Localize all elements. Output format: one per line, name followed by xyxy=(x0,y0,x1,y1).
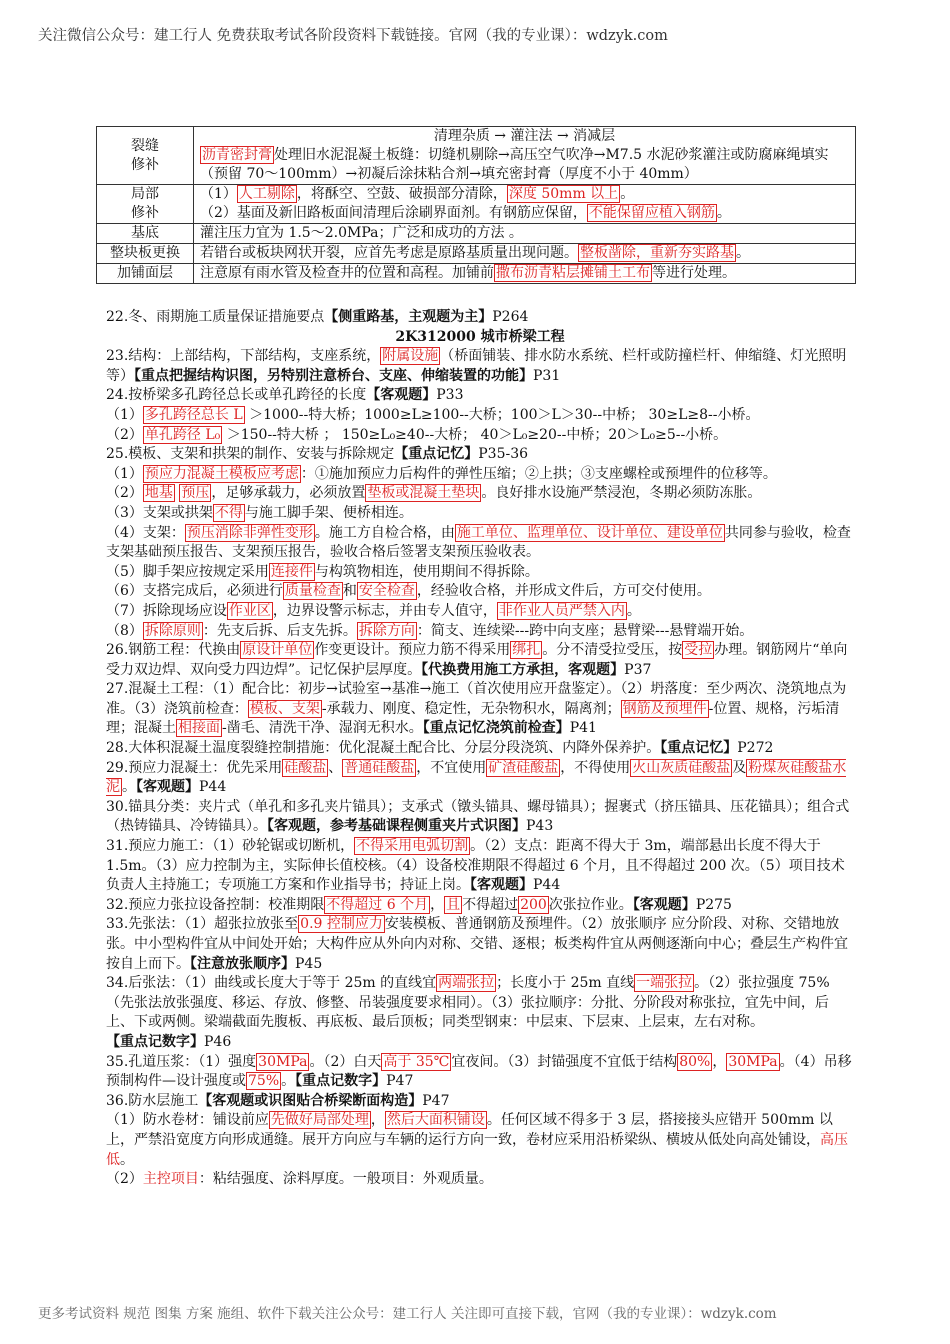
page-ref: P264 xyxy=(492,309,529,325)
text: ，经验收合格，并形成文件后，方可交付使用。 xyxy=(416,583,711,600)
paragraph xyxy=(106,1053,854,1092)
page-ref: P47 xyxy=(386,1073,414,1090)
text: 22.冬、雨期施工质量保证措施要点 xyxy=(106,309,325,325)
table-row xyxy=(97,244,856,264)
emphasis: 【注意放张顺序】 xyxy=(190,955,295,972)
highlight: 拆除方向 xyxy=(358,622,415,639)
row-label: 加铺面层 xyxy=(97,264,194,284)
page-ref: P44 xyxy=(199,779,227,796)
text: 。良好排水设施严禁浸泡，冬期必须防冻胀。 xyxy=(481,485,762,502)
text: （5）脚手架应按规定采用 xyxy=(106,563,269,580)
highlight: 原设计单位 xyxy=(242,642,313,659)
emphasis: 【代换费用施工方承担，客观题】 xyxy=(421,661,625,678)
row-text: 等进行处理。 xyxy=(652,265,736,281)
highlight: 预压 xyxy=(181,485,210,502)
paragraph xyxy=(106,504,854,524)
text: ，足够承载力，必须放置 xyxy=(211,485,366,502)
text: 27.混凝土工程：（1）配合比：初步→试验室→基准→施工（首次使用应开盘鉴定）。（2）坍落度：至少两次、浇筑地点为准。（3）浇筑前检查： xyxy=(106,681,847,717)
paragraph xyxy=(106,974,854,1052)
text: 混凝土 xyxy=(134,720,176,737)
paragraph xyxy=(106,386,854,406)
text: （2） xyxy=(106,1171,143,1188)
highlight: 矿渣硅酸盐 xyxy=(488,759,559,776)
text: 与施工脚手架、便桥相连。 xyxy=(244,504,413,521)
text: 31.预应力施工：（1）砂轮锯或切断机， xyxy=(106,838,355,855)
paragraph xyxy=(106,798,854,837)
highlight: 单孔跨径 L₀ xyxy=(144,426,221,443)
text: 。（4）吊移预制构件—设计强度或 xyxy=(106,1053,852,1090)
text: ， xyxy=(370,1112,385,1129)
text: 36.防水层施工 xyxy=(106,1092,199,1109)
highlight: 施工单位、监理单位、设计单位、建设单位 xyxy=(456,524,723,541)
text: 共同参与验收，检查支架基础预压报告、支架预压报告，验收合格后签署支架预压验收表。 xyxy=(106,524,851,561)
row-label xyxy=(97,185,194,224)
emphasis: 【客观题或识图贴合桥梁断面构造】 xyxy=(198,1092,423,1109)
text: （1） xyxy=(106,406,143,423)
highlight: 不得超过 6 个月 xyxy=(326,896,429,913)
page-ref: P45 xyxy=(295,955,323,972)
row-label xyxy=(97,127,194,185)
paragraph xyxy=(106,641,854,680)
highlight: 沥青密封膏 xyxy=(202,147,272,163)
highlight: 垫板或混凝土垫块 xyxy=(367,485,480,502)
page-ref: P43 xyxy=(526,818,554,835)
highlight: 两端张拉 xyxy=(438,975,495,992)
text: 安装模板、普通钢筋及预埋件。（2）放张顺序 应分阶段、对称、交错地放张。中小型构件宜从中间处开始；大构件应从外向内对称、交错、逐根；板类构件宜从两侧逐渐向中心；叠层生产构件宜按自上而下。 xyxy=(106,916,848,972)
highlight: 模板、支架 xyxy=(249,700,320,717)
highlight: 绑扎 xyxy=(512,642,541,659)
emphasis: 【重点记忆】 xyxy=(394,446,479,463)
text: ，不得使用 xyxy=(560,759,631,776)
paragraph xyxy=(106,622,854,642)
notes-body xyxy=(106,308,854,1190)
text: 29.预应力混凝土：优先采用 xyxy=(106,759,283,776)
text: 作变更设计。预应力筋不得采用 xyxy=(314,642,511,659)
page-ref: P33 xyxy=(436,387,464,404)
text: （7）拆除现场应设 xyxy=(106,602,227,619)
paragraph xyxy=(106,1111,854,1170)
page-ref: P46 xyxy=(204,1033,232,1050)
table-row xyxy=(97,127,856,185)
text: 32.预应力张拉设备控制：校准期限 xyxy=(106,896,325,913)
row-text: 。 xyxy=(716,205,731,221)
highlight: 一端张拉 xyxy=(636,975,693,992)
page-footer: 更多考试资料 规范 图集 方案 施组、软件下载关注公众号：建工行人 关注即可直接下载，官网（我的专业课）：wdzyk.com xyxy=(38,1306,777,1322)
row-content xyxy=(194,127,856,185)
paragraph xyxy=(106,465,854,485)
emphasis: 【客观题】 xyxy=(632,896,696,913)
row-text: 。 xyxy=(736,245,750,261)
text: （4）支架： xyxy=(106,524,185,541)
paragraph xyxy=(106,1170,854,1190)
highlight: 不得 xyxy=(214,504,243,521)
highlight: 安全检查 xyxy=(358,583,415,600)
page-header: 关注微信公众号：建工行人 免费获取考试各阶段资料下载链接。官网（我的专业课）：wdzyk.com xyxy=(38,28,668,44)
highlight: 先做好局部处理 xyxy=(270,1112,369,1129)
page-ref: P35-36 xyxy=(478,446,529,463)
text: ，边界设警示标志，并由专人值守， xyxy=(272,602,497,619)
text: （8） xyxy=(106,622,143,639)
paragraph xyxy=(106,680,854,739)
paragraph xyxy=(106,602,854,622)
highlight: 深度 50mm 以上 xyxy=(508,186,619,202)
page-ref: P41 xyxy=(569,720,597,737)
highlight: 受拉 xyxy=(684,642,713,659)
emphasis: 【重点记忆浇筑前检查】 xyxy=(422,720,570,737)
text: ：粘结强度、涂料厚度。一般项目：外观质量。 xyxy=(198,1171,493,1188)
highlight: 非作业人员严禁入内 xyxy=(498,602,625,619)
red-text: 高压低 xyxy=(106,1131,848,1168)
paragraph xyxy=(106,896,854,916)
text: ：简支、连续梁---跨中向支座；悬臂梁---悬臂端开始。 xyxy=(416,622,754,639)
emphasis: 【重点记数字】 xyxy=(106,1033,204,1050)
paragraph xyxy=(106,563,854,583)
text: ：①施加预应力后构件的弹性压缩；②上拱；③支座螺栓或预埋件的位移等。 xyxy=(300,465,777,482)
highlight: 30MPa xyxy=(728,1053,778,1070)
text: 。 xyxy=(122,779,136,796)
page-ref: P47 xyxy=(422,1092,450,1109)
highlight: 相接面 xyxy=(178,720,220,737)
table-row xyxy=(97,264,856,284)
highlight: 整板凿除，重新夯实路基 xyxy=(580,245,734,261)
row-label-line: 修补 xyxy=(131,156,159,173)
highlight: 30MPa xyxy=(258,1053,308,1070)
highlight: 不能保留应植入钢筋 xyxy=(588,205,715,221)
text: 35.孔道压浆：（1）强度 xyxy=(106,1053,257,1070)
highlight: 多孔跨径总长 L xyxy=(144,406,243,423)
text: （6）支搭完成后，必须进行 xyxy=(106,583,283,600)
row-label-line: 裂缝 xyxy=(131,137,159,154)
highlight: 火山灰质硅酸盐 xyxy=(632,759,731,776)
paragraph xyxy=(106,347,854,386)
text: ；长度小于 25m 直线 xyxy=(496,975,635,992)
highlight: 且 xyxy=(446,896,461,913)
text: （桥面铺装、排水防水系统、栏杆或防撞栏杆、伸缩缝、灯光照明等） xyxy=(106,348,847,384)
highlight: 地基 xyxy=(144,485,173,502)
text: 23.结构：上部结构，下部结构，支座系统， xyxy=(106,348,381,365)
text: ：先支后拆、后支先拆。 xyxy=(202,622,357,639)
paragraph xyxy=(106,739,854,759)
text: 。 xyxy=(120,1151,134,1168)
highlight: 附属设施 xyxy=(382,348,439,365)
row-text: 注意原有雨水管及检查井的位置和高程。加铺前 xyxy=(200,265,494,281)
text: 不得超过 xyxy=(462,896,519,913)
text: 。施工方自检合格，由 xyxy=(314,524,455,541)
text: -位置、规格，污垢清理； xyxy=(106,700,840,737)
highlight: 然后大面积铺设 xyxy=(386,1112,485,1129)
table-row xyxy=(97,224,856,244)
section-title: 2K312000 城市桥梁工程 xyxy=(395,328,565,345)
text: （1）防水卷材：铺设前应 xyxy=(106,1112,269,1129)
paragraph xyxy=(106,406,854,426)
row-label: 整块板更换 xyxy=(97,244,194,264)
text: 。任何区域不得多于 3 层，搭接接头应错开 500mm 以上，严禁沿宽度方向形成通缝。展开方向应与车辆的运行方向一致，卷材应采用沿桥梁纵、横坡从低处向高处铺设， xyxy=(106,1112,833,1148)
text: （1） xyxy=(106,465,143,482)
text: ， xyxy=(712,1053,727,1070)
highlight: 预压消除非弹性变形 xyxy=(186,524,313,541)
highlight: 高于 35℃ xyxy=(383,1053,450,1070)
text: -凿毛、清洗干净、湿润无积水。 xyxy=(222,720,423,737)
crack-steps: 清理杂质 → 灌注法 → 消减层 xyxy=(433,128,616,144)
highlight: 硅酸盐 xyxy=(284,759,327,776)
paragraph xyxy=(106,915,854,974)
row-label: 基底 xyxy=(97,224,194,244)
row-text: （1） xyxy=(200,186,237,202)
text: 宜夜间。（3）封锚强度不宜低于结构 xyxy=(451,1053,678,1070)
text: 、 xyxy=(328,759,343,776)
highlight: 80% xyxy=(679,1053,711,1070)
highlight: 作业区 xyxy=(228,602,271,619)
text: 及 xyxy=(732,759,747,776)
table-row xyxy=(97,185,856,224)
paragraph xyxy=(106,426,854,446)
page-ref: P31 xyxy=(533,367,561,384)
row-text: 若错台或板块网状开裂，应首先考虑是原路基质量出现问题。 xyxy=(200,245,578,261)
text: 次张拉作业。 xyxy=(548,896,633,913)
row-content xyxy=(194,185,856,224)
text: -承载力、刚度、稳定性，无杂物积水，隔离剂； xyxy=(321,700,621,717)
text: 。（2）白天 xyxy=(309,1053,382,1070)
text: 26.钢筋工程：代换由 xyxy=(106,642,241,659)
paragraph xyxy=(106,524,854,563)
highlight: 撒布沥青粘层摊铺土工布 xyxy=(496,265,650,281)
repair-methods-table xyxy=(96,126,856,284)
text: 办理。钢筋网片“单向受力双边焊、双向受力四边焊”。记忆保护层厚度。 xyxy=(106,642,848,678)
text: ＞150--特大桥 ； 150≥L₀≥40--大桥； 40＞L₀≥20--中桥；20＞L₀≥5--小桥。 xyxy=(222,426,728,443)
paragraph xyxy=(106,484,854,504)
row-content xyxy=(194,264,856,284)
paragraph xyxy=(106,759,854,798)
row-text: ，将酥空、空鼓、破损部分清除， xyxy=(296,186,507,202)
highlight: 钢筋及预埋件 xyxy=(622,700,707,717)
page-ref: P44 xyxy=(533,877,561,894)
emphasis: 【重点记忆】 xyxy=(660,740,738,757)
text: ， xyxy=(430,896,445,913)
emphasis: 【客观题，参考基础课程侧重夹片式识图】 xyxy=(267,818,526,835)
emphasis: 【重点把握结构识图，另特别注意桥台、支座、伸缩装置的功能】 xyxy=(134,367,533,384)
paragraph xyxy=(106,837,854,896)
row-content: 灌注压力宜为 1.5～2.0MPa；广泛和成功的方法 。 xyxy=(194,224,856,244)
paragraph xyxy=(106,1092,854,1112)
text: 与构筑物相连，使用期间不得拆除。 xyxy=(314,563,539,580)
highlight: 不得采用电弧切割 xyxy=(356,838,469,855)
row-label-line: 局部 xyxy=(131,186,159,202)
text: 24.按桥梁多孔跨径总长或单孔跨径的长度 xyxy=(106,387,367,404)
highlight: 粉煤灰硅酸盐水泥 xyxy=(106,759,847,796)
page-ref: P37 xyxy=(624,661,652,678)
text: 25.模板、支架和拱架的制作、安装与拆除规定 xyxy=(106,446,395,463)
emphasis: 【客观题】 xyxy=(366,387,437,404)
row-text: 处理旧水泥混凝土板缝：切缝机剔除→高压空气吹净→M7.5 水泥砂浆灌注或防腐麻绳填实（预留 70～100mm）→初凝后涂抹粘合剂→填充密封膏（厚度不小于 40mm） xyxy=(200,147,829,182)
highlight: 拆除原则 xyxy=(144,622,201,639)
highlight: 人工剔除 xyxy=(238,186,295,202)
text: 34.后张法：（1）曲线或长度大于等于 25m 的直线宜 xyxy=(106,975,437,992)
page-ref: P272 xyxy=(737,740,774,757)
emphasis: 【客观题】 xyxy=(136,779,199,796)
text: 33.先张法：（1）超张拉放张至 xyxy=(106,916,299,933)
paragraph xyxy=(106,582,854,602)
text: （3）支架或拱架 xyxy=(106,504,213,521)
text: 。（2）支点：距离不得大于 3m，端部悬出长度不得大于 1.5m。（3）应力控制为主，实际伸长值校核。（4）设备校准期限不得超过 6 个月，且不得超过 200 次。（5）项目技术负责人主持施工；专项施工方案和作业指导书；持证上岗。 xyxy=(106,838,845,894)
text: （2） xyxy=(106,426,143,443)
text: ＞1000--特大桥；1000≥L≥100--大桥；100＞L＞30--中桥； 30≥L≥8--小桥。 xyxy=(244,406,760,423)
highlight: 200 xyxy=(520,896,547,913)
row-text: （2）基面及新旧路板面间清理后涂刷界面剂。有钢筋应保留， xyxy=(200,205,587,221)
text: 和 xyxy=(342,583,357,600)
text: 。（2）张拉强度 75%（先张法放张强度、移运、存放、修整、吊装强度要求相同）。（3）张拉顺序：分批、分阶段对称张拉，宜先中间，后上、下或两侧。梁端截面先腹板、再底板、最后顶板；同类型钢束：中层束、下层束、上层束，左右对称。 xyxy=(106,975,830,1031)
row-content xyxy=(194,244,856,264)
highlight: 连接件 xyxy=(270,563,313,580)
text: 。 xyxy=(626,602,641,619)
paragraph xyxy=(106,445,854,465)
row-label-line: 修补 xyxy=(131,205,159,221)
text: ，不宜使用 xyxy=(416,759,487,776)
text: 。 xyxy=(281,1073,296,1090)
text: 30.锚具分类：夹片式（单孔和多孔夹片锚具）；支承式（镦头锚具、螺母锚具）；握裹式（挤压锚具、压花锚具）；组合式（热铸锚具、冷铸锚具）。 xyxy=(106,798,850,835)
emphasis: 【侧重路基，主观题为主】 xyxy=(324,309,493,325)
paragraph xyxy=(106,308,854,328)
text: 28.大体积混凝土温度裂缝控制措施：优化混凝土配合比、分层分段浇筑、内降外保养护。 xyxy=(106,740,661,757)
highlight: 0.9 控制应力 xyxy=(300,916,383,933)
highlight: 预应力混凝土模板应考虑 xyxy=(144,465,299,482)
emphasis: 【重点记数字】 xyxy=(295,1073,387,1090)
highlight: 普通硅酸盐 xyxy=(344,759,415,776)
highlight: 75% xyxy=(248,1073,280,1090)
page-ref: P275 xyxy=(695,896,732,913)
red-text: 主控项目 xyxy=(142,1171,199,1188)
text: 。分不清受拉受压，按 xyxy=(542,642,683,659)
row-text: 。 xyxy=(620,186,635,202)
emphasis: 【客观题】 xyxy=(470,877,533,894)
text: （2） xyxy=(106,485,143,502)
highlight: 质量检查 xyxy=(284,583,341,600)
